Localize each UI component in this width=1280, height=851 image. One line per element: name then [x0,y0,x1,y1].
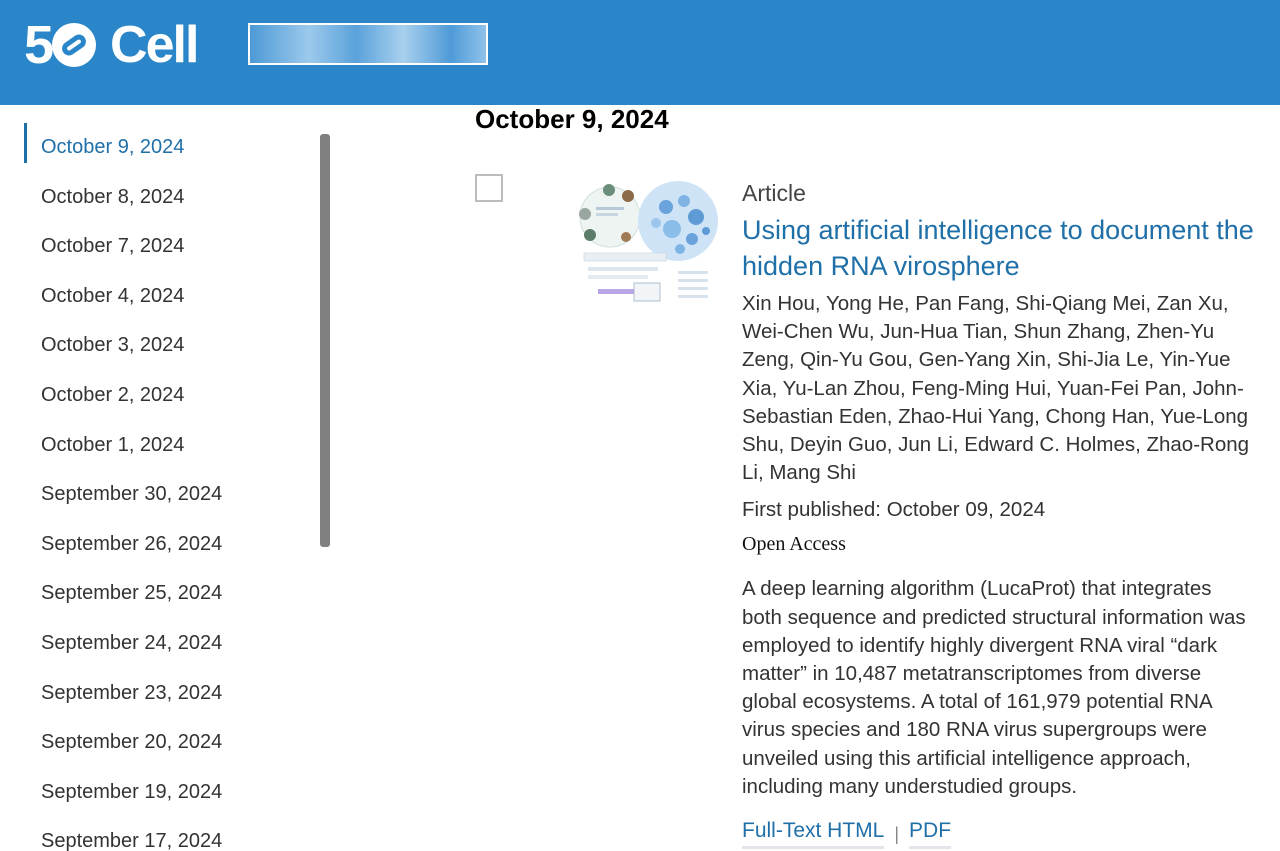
blurred-header-field [248,23,488,65]
logo-number: 5 [24,15,51,75]
sidebar-item-oct-3[interactable]: October 3, 2024 [41,334,185,357]
site-header [0,0,1280,105]
article-entry [742,176,1257,849]
sidebar-item-oct-4[interactable]: October 4, 2024 [41,284,185,307]
full-text-html-link[interactable]: Full-Text HTML [742,819,884,849]
sidebar-item-sep-24[interactable]: September 24, 2024 [41,632,223,654]
article-select-checkbox[interactable] [475,174,503,202]
pdf-link[interactable]: PDF [909,819,951,849]
article-title-link[interactable]: Using artificial intelligence to document the hidden RNA virosphere [742,215,1254,281]
date-heading: October 9, 2024 [475,104,669,134]
sidebar-item-oct-2[interactable]: October 2, 2024 [41,384,185,406]
graphical-abstract-thumbnail[interactable] [576,177,718,313]
sidebar-item-sep-20[interactable]: September 20, 2024 [41,731,223,754]
link-separator: | [894,823,900,844]
logo-50-mark [24,15,96,75]
logo-text: Cell [110,16,198,74]
article-links [742,819,1257,849]
sidebar-scrollbar[interactable] [320,134,330,547]
sidebar-item-sep-25[interactable]: September 25, 2024 [41,582,223,605]
sidebar-item-sep-30[interactable]: September 30, 2024 [41,483,223,506]
sidebar-item-sep-26[interactable]: September 26, 2024 [41,532,223,555]
sidebar-item-oct-9[interactable]: October 9, 2024 [24,123,184,163]
sidebar-item-sep-17[interactable]: September 17, 2024 [41,830,223,851]
article-authors: Xin Hou, Yong He, Pan Fang, Shi-Qiang Mei, Zan Xu, Wei-Chen Wu, Jun-Hua Tian, Shun Zhang, Zhen-Yu Zeng, Qin-Yu Gou, Gen-Yang Xin, Shi-Jia Le, Yin-Yue Xia, Yu-Lan Zhou, Feng-Ming Hui, Yuan-Fei Pan, John-Sebastian Eden, Zhao-Hui Yang, Chong Han, Yue-Long Shu, Deyin Guo, Jun Li, Edward C. Holmes, Zhao-Rong Li, Mang Shi [742,292,1250,485]
sidebar-item-sep-23[interactable]: September 23, 2024 [41,681,223,704]
cell-logo[interactable] [24,15,198,75]
sidebar-item-oct-7[interactable]: October 7, 2024 [41,235,185,258]
logo-zero-icon [52,23,96,67]
sidebar-item-oct-1[interactable]: October 1, 2024 [41,433,185,456]
article-type: Article [742,180,806,206]
published-date: First published: October 09, 2024 [742,498,1046,522]
sidebar-item-oct-8[interactable]: October 8, 2024 [41,185,185,208]
article-abstract: A deep learning algorithm (LucaProt) that integrates both sequence and predicted structural information was employed to identify highly divergent RNA viral “dark matter” in 10,487 metatranscriptomes from diverse global ecosystems. A total of 161,979 potential RNA virus species and 180 RNA virus supergroups were unveiled using this artificial intelligence approach, including many understudied groups. [742,577,1246,798]
sidebar-item-sep-19[interactable]: September 19, 2024 [41,780,223,803]
open-access-badge: Open Access [742,533,846,556]
date-sidebar [24,123,324,851]
